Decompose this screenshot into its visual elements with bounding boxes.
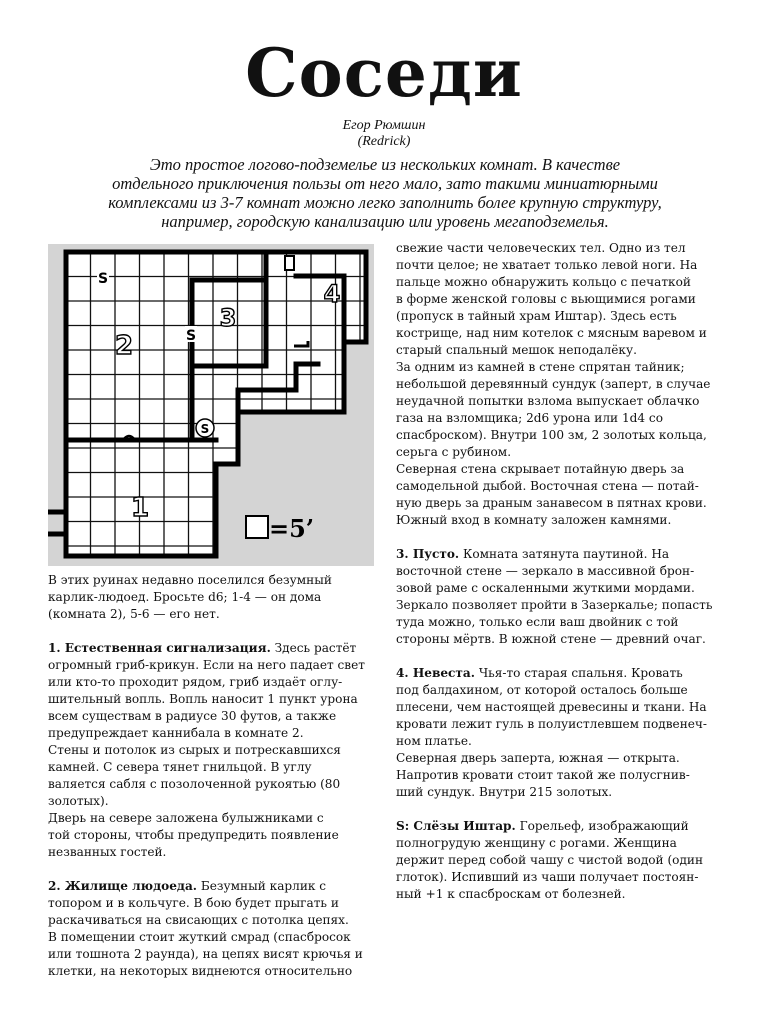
- text-line: шительный вопль. Вопль наносит 1 пункт урона: [48, 692, 358, 706]
- text-line: стороны мёртв. В южной стене — древний очаг.: [396, 632, 706, 646]
- text-line: или тошнота 2 раунда), на цепях висят крючья и: [48, 947, 363, 961]
- text-line: серьга с рубином.: [396, 445, 512, 459]
- intro-line: Это простое логово-подземелье из нескольких комнат. В качестве: [149, 155, 621, 174]
- text-line: В помещении стоит жуткий смрад (спасбросок: [48, 930, 351, 944]
- text-line: кострище, над ним котелок с мясным варевом и: [396, 326, 707, 340]
- text-line: предупреждает каннибала в комнате 2.: [48, 726, 304, 740]
- text-line: той стороны, чтобы предупредить появление: [48, 828, 339, 842]
- text-line: топором и в кольчуге. В бою будет прыгать и: [48, 896, 339, 910]
- text-line: (пропуск в тайный храм Иштар). Здесь есть: [396, 309, 677, 323]
- dungeon-map: [48, 244, 374, 566]
- text-line: Здесь растёт: [270, 641, 357, 655]
- room1-section: [48, 640, 368, 861]
- room2-heading: 2. Жилище людоеда.: [48, 879, 198, 893]
- text-line: раскачиваться на свисающих с потолка цепях.: [48, 913, 349, 927]
- dungeon-map-svg: [48, 244, 374, 566]
- text-line: камней. С севера тянет гнильцой. В углу: [48, 760, 312, 774]
- text-line: Северная стена скрывает потайную дверь за: [396, 462, 685, 476]
- text-line: Комната затянута паутиной. На: [459, 547, 670, 561]
- text-line: Дверь на севере заложена булыжниками с: [48, 811, 324, 825]
- text-line: туда можно, только если ваш двойник с той: [396, 615, 679, 629]
- text-line: зовой раме с оскаленными жуткими мордами.: [396, 581, 695, 595]
- text-line: старый спальный мешок неподалёку.: [396, 343, 637, 357]
- intro-text: [48, 572, 368, 623]
- text-line: держит перед собой чашу с чистой водой (один: [396, 853, 704, 867]
- text-line: золотых).: [48, 794, 109, 808]
- page-title: Соседи: [245, 34, 523, 112]
- shrine-heading: S: Слёзы Иштар.: [396, 819, 516, 833]
- text-line: Горельеф, изображающий: [515, 819, 689, 833]
- room-label-3: 3: [219, 304, 237, 332]
- shrine-section: [396, 818, 726, 903]
- text-line: огромный гриб-крикун. Если на него падает свет: [48, 658, 365, 672]
- text-line: кровати лежит гуль в полуистлевшем подвенеч-: [396, 717, 707, 731]
- text-line: Северная дверь заперта, южная — открыта.: [396, 751, 680, 765]
- text-line: Чья-то старая спальня. Кровать: [474, 666, 683, 680]
- text-line: восточной стене — зеркало в массивной брон-: [396, 564, 695, 578]
- text-line: Безумный карлик с: [197, 879, 327, 893]
- text-line: неудачной попытки взлома выпускает облачко: [396, 394, 700, 408]
- map-door: [285, 256, 294, 270]
- intro-paragraph: [40, 155, 730, 231]
- right-column: [396, 240, 726, 903]
- room3-section: [396, 546, 726, 648]
- text-line: свежие части человеческих тел. Одно из тел: [396, 241, 686, 255]
- text-line: под балдахином, от которой осталось больше: [396, 683, 688, 697]
- text-line: полногрудую женщину с рогами. Женщина: [396, 836, 677, 850]
- text-line: незванных гостей.: [48, 845, 167, 859]
- intro-line: например, городскую канализацию или уровень мегаподземелья.: [161, 212, 609, 231]
- text-line: небольшой деревянный сундук (заперт, в случае: [396, 377, 711, 391]
- secret-door-mark: S: [97, 271, 109, 287]
- author-nickname: (Redrick): [357, 134, 411, 149]
- room-label-2: 2: [114, 331, 134, 361]
- room-label-4: 4: [323, 280, 341, 308]
- text-line: ном платье.: [396, 734, 472, 748]
- text-line: (комната 2), 5-6 — его нет.: [48, 607, 220, 621]
- author-name: Егор Рюмшин: [342, 118, 426, 133]
- text-line: ную дверь за драным занавесом в пятнах крови.: [396, 496, 707, 510]
- intro-line: отдельного приключения пользы от него мало, зато такими миниатюрными: [112, 174, 658, 193]
- left-column: [48, 572, 368, 980]
- room4-section: [396, 665, 726, 801]
- text-line: глоток). Испивший из чаши получает постоян-: [396, 870, 699, 884]
- intro-line: комплексами из 3-7 комнат можно легко заполнить более крупную структуру,: [108, 193, 662, 212]
- text-line: ший сундук. Внутри 215 золотых.: [396, 785, 613, 799]
- text-line: Стены и потолок из сырых и потрескавшихся: [48, 743, 341, 757]
- text-line: В этих руинах недавно поселился безумный: [48, 573, 332, 587]
- text-line: самодельной дыбой. Восточная стена — потай-: [396, 479, 699, 493]
- text-line: пальце можно обнаружить кольцо с печаткой: [396, 275, 691, 289]
- text-line: газа на взломщика; 2d6 урона или 1d4 со: [396, 411, 663, 425]
- text-line: ный +1 к спасброскам от болезней.: [396, 887, 626, 901]
- secret-door-mark: S: [185, 328, 197, 344]
- room2-section: [48, 878, 368, 980]
- legend-square-icon: [246, 516, 268, 538]
- text-line: спасброском). Внутри 100 зм, 2 золотых кольца,: [396, 428, 707, 442]
- room-label-1: 1: [130, 493, 150, 523]
- room3-heading: 3. Пусто.: [396, 547, 460, 561]
- text-line: валяется сабля с позолоченной рукоятью (80: [48, 777, 341, 791]
- room4-heading: 4. Невеста.: [396, 666, 475, 680]
- text-line: карлик-людоед. Бросьте d6; 1-4 — он дома: [48, 590, 322, 604]
- text-line: всем существам в радиусе 30 футов, а также: [48, 709, 337, 723]
- text-line: Напротив кровати стоит такой же полусгнив-: [396, 768, 690, 782]
- text-line: почти целое; не хватает только левой ноги. На: [396, 258, 698, 272]
- room1-heading: 1. Естественная сигнализация.: [48, 641, 271, 655]
- text-line: плесени, чем настоящей древесины и ткани. На: [396, 700, 707, 714]
- legend-label: =5’: [269, 514, 315, 543]
- text-line: Южный вход в комнату заложен камнями.: [396, 513, 672, 527]
- text-line: За одним из камней в стене спрятан тайник;: [396, 360, 685, 374]
- text-line: в форме женской головы с вьющимися рогами: [396, 292, 696, 306]
- author-block: [0, 118, 768, 150]
- text-line: или кто-то проходит рядом, гриб издаёт оглу-: [48, 675, 343, 689]
- text-line: Зеркало позволяет пройти в Зазеркалье; попасть: [396, 598, 713, 612]
- text-line: клетки, на некоторых виднеются относительно: [48, 964, 353, 978]
- room2-continued: [396, 240, 726, 529]
- shrine-mark: S: [200, 422, 210, 436]
